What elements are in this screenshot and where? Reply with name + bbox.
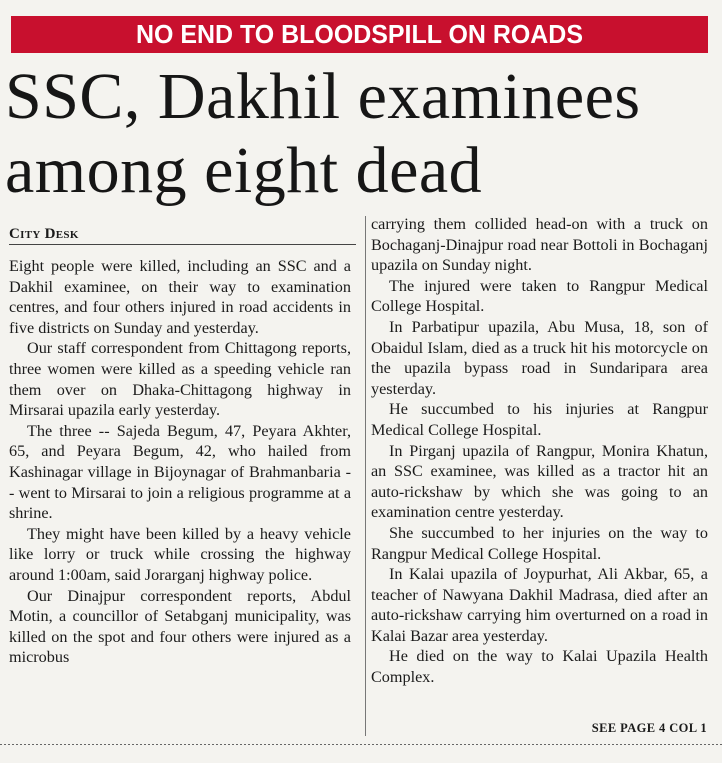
column-divider [365,216,366,736]
paragraph: Our staff correspondent from Chittagong reports, three women were killed as a speeding vehicle ran them over on Dhaka-Chittagong highway in Mirsarai upazila early yesterday. [9,339,351,420]
paragraph: She succumbed to her injuries on the way to Rangpur Medical College Hospital. [371,523,708,563]
continuation-jump: SEE PAGE 4 COL 1 [591,721,707,735]
paragraph: He died on the way to Kalai Upazila Health Complex. [371,647,708,687]
paragraph: The three -- Sajeda Begum, 47, Peyara Akhter, 65, and Peyara Begum, 42, who hailed from Kashinagar village in Bijoynagar of Brahmanbaria -- went to Mirsarai to join a religious programme at a shrine. [9,421,351,523]
paragraph: He succumbed to his injuries at Rangpur Medical College Hospital. [371,400,708,439]
kicker-banner [11,16,708,53]
paragraph: Our Dinajpur correspondent reports, Abdul Motin, a councillor of Setabganj municipality, was killed on the spot and four others were injured as a microbus [9,586,351,667]
paragraph: carrying them collided head-on with a truck on Bochaganj-Dinajpur road near Bottoli in Bochaganj upazila on Sunday night. [371,215,708,275]
paragraph: Eight people were killed, including an SSC and a Dakhil examinee, on their way to examination centres, and four others injured in road accidents in five districts on Sunday and yesterday. [9,257,351,337]
article-column-1 [9,256,351,668]
kicker-text: NO END TO BLOODSPILL ON ROADS [135,19,584,49]
headline [5,60,720,208]
article-column-2 [371,214,708,688]
byline-rule [9,244,356,245]
paragraph: In Pirganj upazila of Rangpur, Monira Khatun, an SSC examinee, was killed as a tractor hit an auto-rickshaw by which she was going to an examination centre yesterday. [371,441,708,522]
byline: City Desk [9,226,79,242]
paragraph: In Parbatipur upazila, Abu Musa, 18, son of Obaidul Islam, died as a truck hit his motorcycle on the upazila bypass road in Sundaripara area yesterday. [371,317,708,398]
paragraph: The injured were taken to Rangpur Medical College Hospital. [371,276,708,316]
paragraph: In Kalai upazila of Joypurhat, Ali Akbar, 65, a teacher of Nawyana Dakhil Madrasa, died after an auto-rickshaw carrying him overturned on a road in Kalai Bazar area yesterday. [371,565,708,645]
bottom-rule [0,744,722,745]
paragraph: They might have been killed by a heavy vehicle like lorry or truck while crossing the highway around 1:00am, said Jorarganj highway police. [9,524,351,584]
headline-line-2: among eight dead [5,134,483,207]
headline-line-1: SSC, Dakhil examinees [5,60,641,133]
